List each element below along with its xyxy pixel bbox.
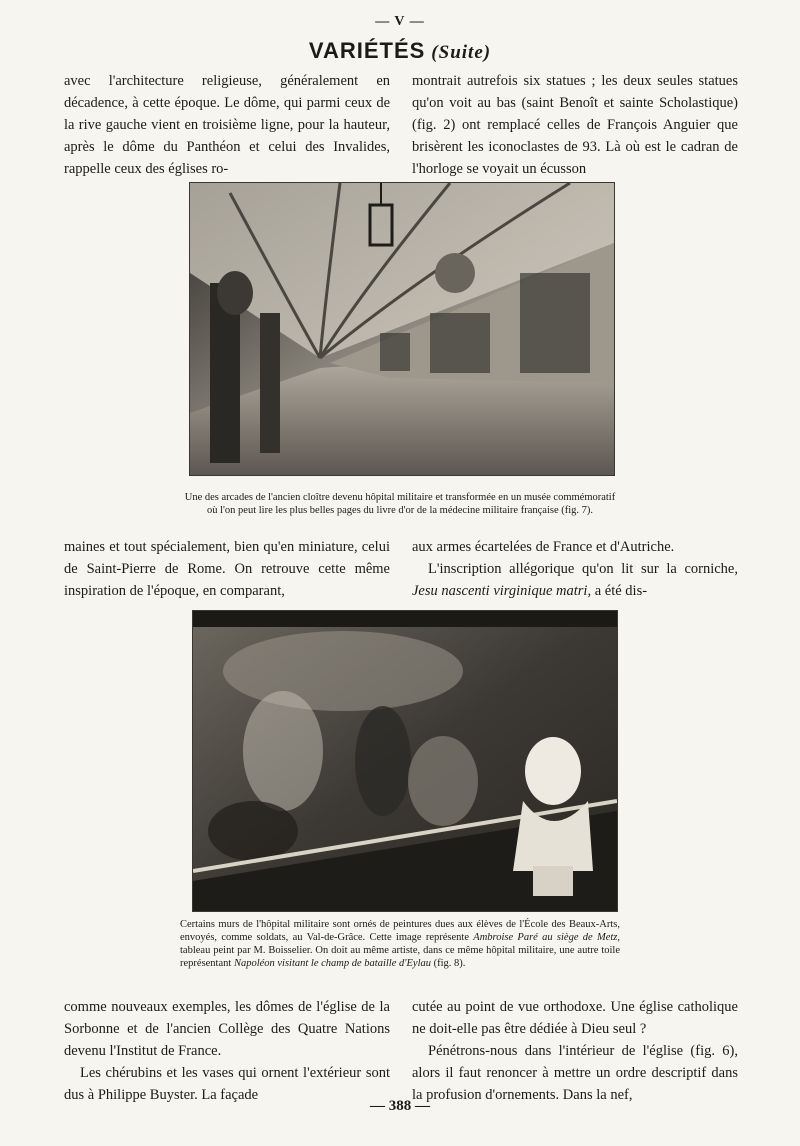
paragraph: Pénétrons-nous dans l'intérieur de l'église (fig. 6), alors il faut renoncer à mettre un ordre descriptif dans la profusion d'ornements. Dans la nef, (412, 1043, 738, 1103)
title-text: VARIÉTÉS (308, 38, 426, 63)
page-title (0, 38, 800, 64)
painting-illustration (193, 611, 617, 911)
title-suite: (Suite) (431, 42, 492, 63)
paragraph: avec l'architecture religieuse, généralement en décadence, à cette époque. Le dôme, qui parmi ceux de la rive gauche vient en troisième ligne, pour la hauteur, après le dôme du Panthéon et celui des Invalides, rappelle ceux des églises ro- (64, 73, 390, 177)
top-left-column (64, 70, 390, 180)
paragraph: aux armes écartelées de France et d'Autriche. (412, 539, 675, 555)
cloister-illustration (190, 183, 614, 475)
paragraph: L'inscription allégorique qu'on lit sur la corniche, Jesu nascenti virginique matri, a été dis- (412, 561, 738, 599)
paragraph: Les chérubins et les vases qui ornent l'extérieur sont dus à Philippe Buyster. La façade (64, 1065, 390, 1103)
middle-right-column (412, 536, 738, 602)
paragraph: cutée au point de vue orthodoxe. Une église catholique ne doit-elle pas être dédiée à Dieu seul ? (412, 999, 738, 1037)
painting-photo (192, 610, 618, 912)
paragraph: comme nouveaux exemples, les dômes de l'église de la Sorbonne et de l'ancien Collège des Quatre Nations devenu l'Institut de France. (64, 999, 390, 1059)
middle-left-column (64, 536, 390, 602)
latin-inscription: Jesu nascenti virginique matri, (412, 583, 592, 599)
page-number: — 388 — (370, 1098, 430, 1114)
bottom-left-column (64, 996, 390, 1106)
cloister-photo (189, 182, 615, 476)
section-mark: — V — (375, 14, 425, 29)
paragraph: maines et tout spécialement, bien qu'en miniature, celui de Saint-Pierre de Rome. On retrouve cette même inspiration de l'époque, en comparant, (64, 539, 390, 599)
figure-caption: Une des arcades de l'ancien cloître devenu hôpital militaire et transformée en un musée commémoratif où l'on peut lire les plus belles pages du livre d'or de la médecine militaire française (fig. 7). (184, 492, 616, 516)
bottom-right-column (412, 996, 738, 1106)
paragraph: montrait autrefois six statues ; les deux seules statues qu'on voit au bas (saint Benoît et sainte Scholastique) (fig. 2) ont remplacé celles de François Anguier que brisèrent les iconoclastes de 93. Là où est le cadran de l'horloge se voyait un écusson (412, 73, 738, 177)
top-right-column (412, 70, 738, 180)
figure-caption: Certains murs de l'hôpital militaire sont ornés de peintures dues aux élèves de l'École des Beaux-Arts, envoyés, comme soldats, au Val-de-Grâce. Cette image représente Ambroise Paré au siège de Metz, tableau peint par M. Boisselier. On doit au même artiste, dans ce même hôpital militaire, une autre toile représentant Napoléon visitant le champ de bataille d'Eylau (fig. 8). (180, 919, 620, 969)
